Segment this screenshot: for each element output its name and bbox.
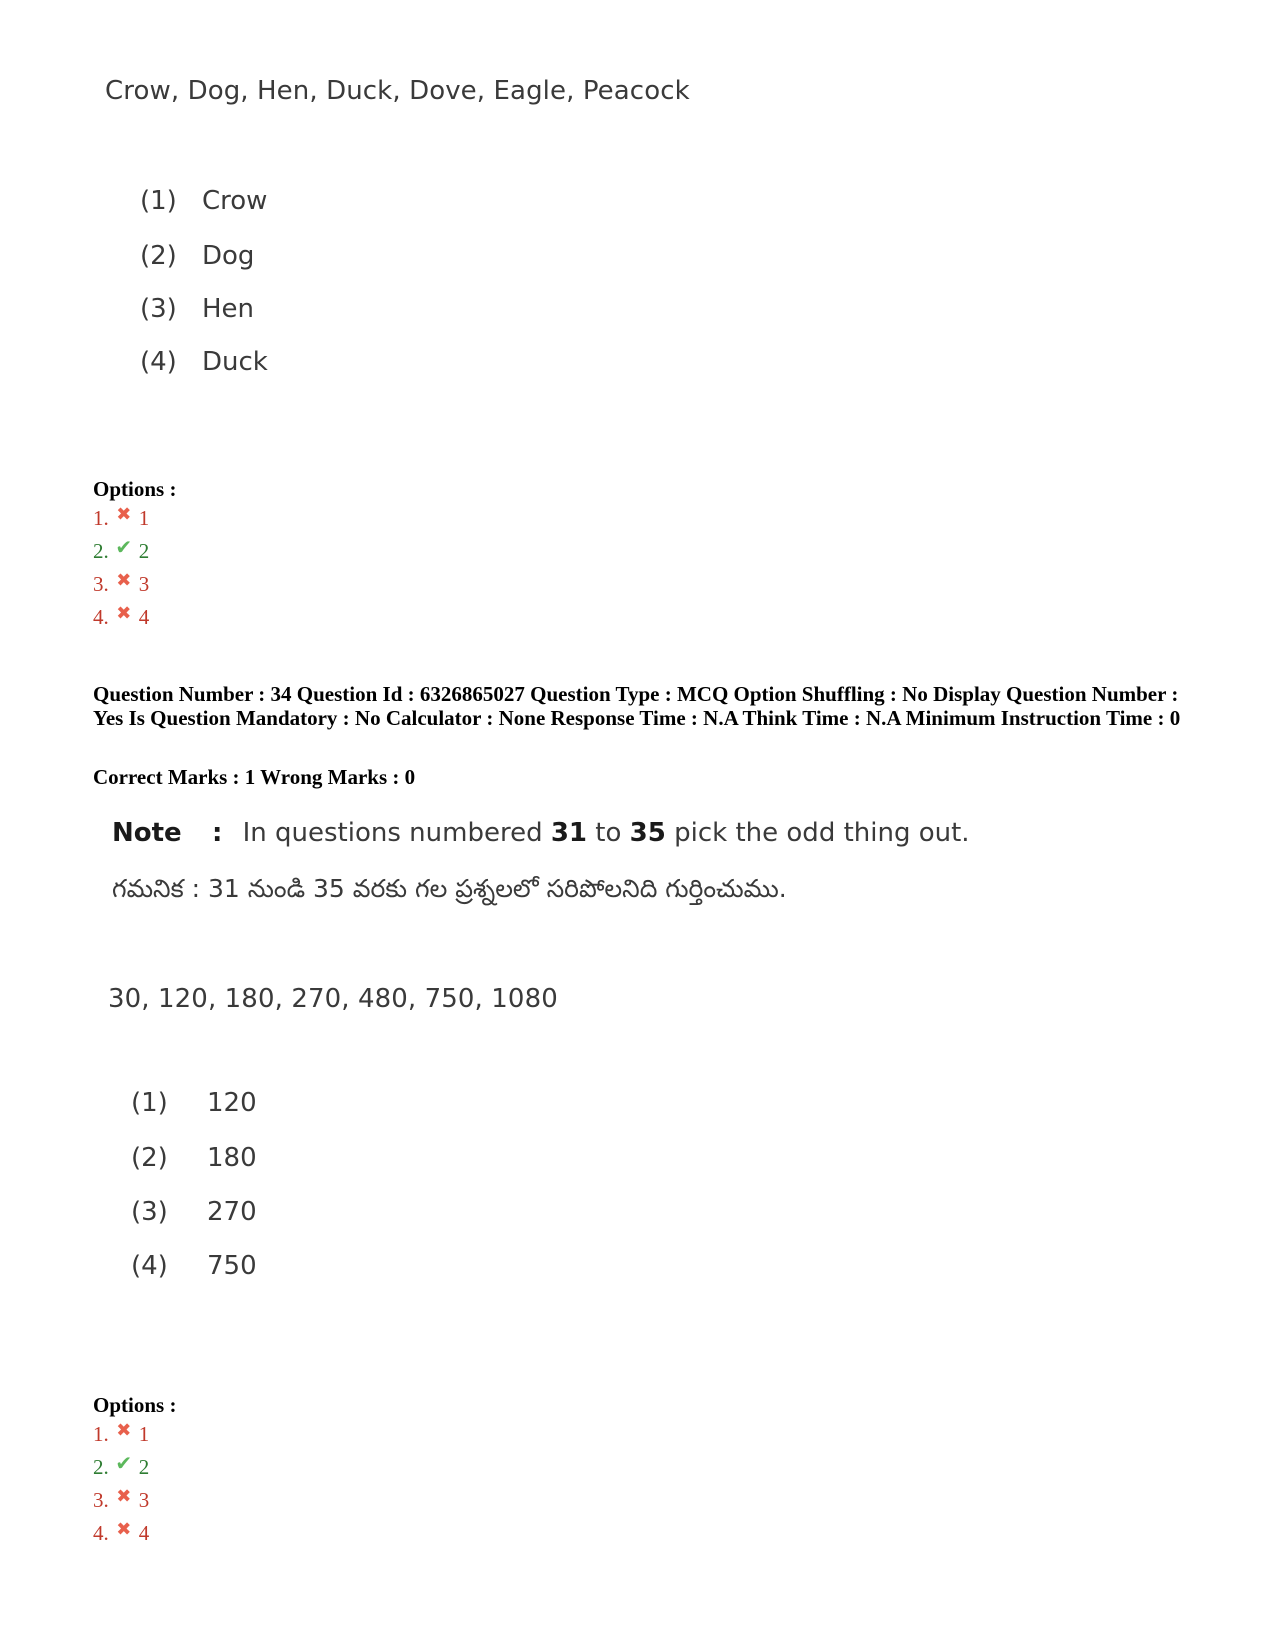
cross-icon: ✖ xyxy=(116,1519,132,1540)
q34-note-telugu: గమనిక : 31 నుండి 35 వరకు గల ప్రశ్నలలో సరిపోలనిది గుర్తించుము. xyxy=(112,874,787,903)
check-icon: ✔ xyxy=(115,535,133,559)
q33-series: Crow, Dog, Hen, Duck, Dove, Eagle, Peacock xyxy=(105,76,690,106)
cross-icon: ✖ xyxy=(116,504,132,525)
options-title: Options : xyxy=(93,477,177,501)
choice-number: (3) xyxy=(140,294,177,324)
cross-icon: ✖ xyxy=(116,1420,132,1441)
q34-series: 30, 120, 180, 270, 480, 750, 1080 xyxy=(108,984,558,1014)
choice-number: (2) xyxy=(140,241,177,271)
option-4 xyxy=(93,1517,176,1550)
q33-options xyxy=(93,477,176,634)
option-value: 1 xyxy=(138,1422,150,1446)
q34-choice-1 xyxy=(131,1088,257,1118)
note-colon: : xyxy=(211,818,223,848)
cross-icon: ✖ xyxy=(116,1486,132,1507)
choice-text: Duck xyxy=(202,347,268,377)
choice-text: Dog xyxy=(202,241,255,271)
option-4 xyxy=(93,601,176,634)
q33-choice-3 xyxy=(140,294,254,324)
q33-choice-2 xyxy=(140,241,254,271)
option-value: 4 xyxy=(138,605,150,629)
option-index: 2. xyxy=(93,1455,109,1479)
note-to: 35 xyxy=(629,818,666,848)
option-index: 3. xyxy=(93,1488,109,1512)
note-post: pick the odd thing out. xyxy=(674,818,970,848)
option-index: 3. xyxy=(93,572,109,596)
choice-number: (3) xyxy=(131,1197,168,1227)
q34-choice-3 xyxy=(131,1197,257,1227)
option-index: 4. xyxy=(93,1521,109,1545)
cross-icon: ✖ xyxy=(116,603,132,624)
q33-choice-1 xyxy=(140,186,267,216)
choice-text: Hen xyxy=(202,294,255,324)
choice-text: 180 xyxy=(207,1143,257,1173)
choice-text: 120 xyxy=(207,1088,257,1118)
option-index: 1. xyxy=(93,1422,109,1446)
option-value: 3 xyxy=(138,1488,150,1512)
q34-note-english xyxy=(112,818,970,848)
note-pre: In questions numbered xyxy=(242,818,543,848)
option-value: 2 xyxy=(138,539,150,563)
note-from: 31 xyxy=(550,818,588,848)
q34-marks: Correct Marks : 1 Wrong Marks : 0 xyxy=(93,765,416,789)
q34-meta: Question Number : 34 Question Id : 6326865027 Question Type : MCQ Option Shuffling : No Display Question Number : Yes Is Question Mandatory : No Calculator : None Response Time : N.A Think Time : N.A Minimum Instruction Time : 0 xyxy=(93,682,1181,730)
note-to-word: to xyxy=(595,818,622,848)
choice-text: 270 xyxy=(207,1197,257,1227)
choice-number: (2) xyxy=(131,1143,168,1173)
choice-text: 750 xyxy=(207,1251,257,1281)
choice-text: Crow xyxy=(202,186,268,216)
choice-number: (4) xyxy=(131,1251,168,1281)
cross-icon: ✖ xyxy=(116,570,132,591)
options-title: Options : xyxy=(93,1393,177,1417)
choice-number: (4) xyxy=(140,347,177,377)
choice-number: (1) xyxy=(131,1088,168,1118)
q34-choice-4 xyxy=(131,1251,257,1281)
q34-choice-2 xyxy=(131,1143,257,1173)
check-icon: ✔ xyxy=(115,1451,133,1475)
option-value: 2 xyxy=(138,1455,150,1479)
note-label: Note xyxy=(112,818,182,848)
option-value: 4 xyxy=(138,1521,150,1545)
option-value: 3 xyxy=(138,572,150,596)
option-index: 1. xyxy=(93,506,109,530)
q33-choice-4 xyxy=(140,347,268,377)
option-index: 4. xyxy=(93,605,109,629)
q34-options xyxy=(93,1393,176,1550)
choice-number: (1) xyxy=(140,186,177,216)
option-index: 2. xyxy=(93,539,109,563)
option-value: 1 xyxy=(138,506,150,530)
